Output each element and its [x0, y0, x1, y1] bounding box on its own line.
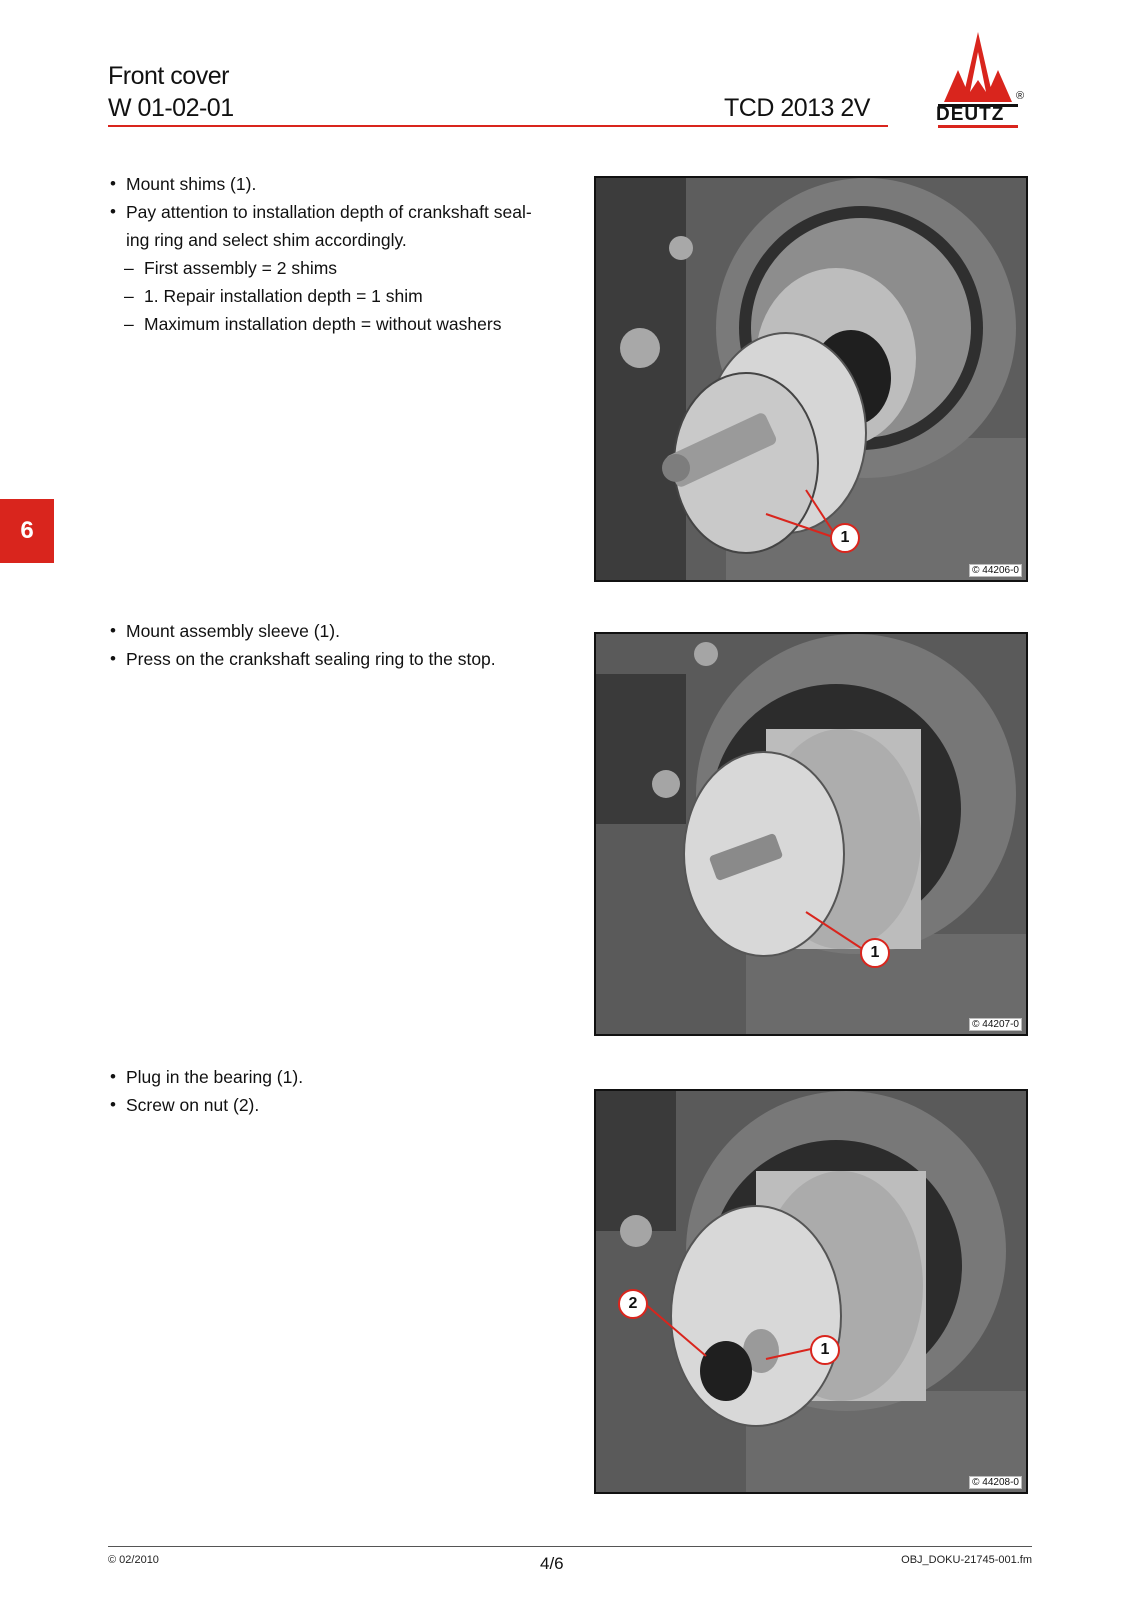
figure-code: © 44207-0 [969, 1018, 1022, 1031]
footer-file: OBJ_DOKU-21745-001.fm [901, 1554, 1032, 1566]
footer-copyright: © 02/2010 [108, 1554, 159, 1566]
step-1-dash-1: – First assembly = 2 shims [110, 254, 570, 282]
callout-1: 1 [810, 1335, 840, 1365]
page-title: Front cover [108, 62, 229, 90]
engine-photo-shims [596, 178, 1026, 580]
footer-rule [108, 1546, 1032, 1547]
step-3-bullet-1: • Plug in the bearing (1). [110, 1063, 570, 1091]
chapter-tab[interactable]: 6 [0, 499, 54, 563]
callout-1: 1 [860, 938, 890, 968]
engine-photo-bearing [596, 1091, 1026, 1492]
step-1-dash-2: – 1. Repair installation depth = 1 shim [110, 282, 570, 310]
figure-assembly-sleeve [594, 632, 1028, 1036]
logo-text: DEUTZ [936, 104, 1005, 125]
header-rule [108, 125, 888, 127]
figure-code: © 44208-0 [969, 1476, 1022, 1489]
page-number: 4/6 [540, 1554, 564, 1573]
step-3-bullet-2: • Screw on nut (2). [110, 1091, 570, 1119]
registered-mark: ® [1016, 90, 1025, 102]
step-3-text [110, 1063, 570, 1119]
step-1-bullet-2: • Pay attention to installation depth of crankshaft seal- ing ring and select shim accordingly. [110, 198, 570, 254]
step-2-text [110, 617, 570, 673]
engine-model: TCD 2013 2V [724, 94, 870, 122]
step-1-bullet-1: • Mount shims (1). [110, 170, 570, 198]
step-2-bullet-2: • Press on the crankshaft sealing ring to the stop. [110, 645, 570, 673]
figure-shims [594, 176, 1028, 582]
step-2-bullet-1: • Mount assembly sleeve (1). [110, 617, 570, 645]
step-1-dash-3: – Maximum installation depth = without washers [110, 310, 570, 338]
step-1-text [110, 170, 570, 338]
engine-photo-sleeve [596, 634, 1026, 1034]
deutz-logo [928, 30, 1028, 128]
figure-bearing-nut [594, 1089, 1028, 1494]
figure-code: © 44206-0 [969, 564, 1022, 577]
document-code: W 01-02-01 [108, 94, 234, 122]
callout-2: 2 [618, 1289, 648, 1319]
callout-1: 1 [830, 523, 860, 553]
